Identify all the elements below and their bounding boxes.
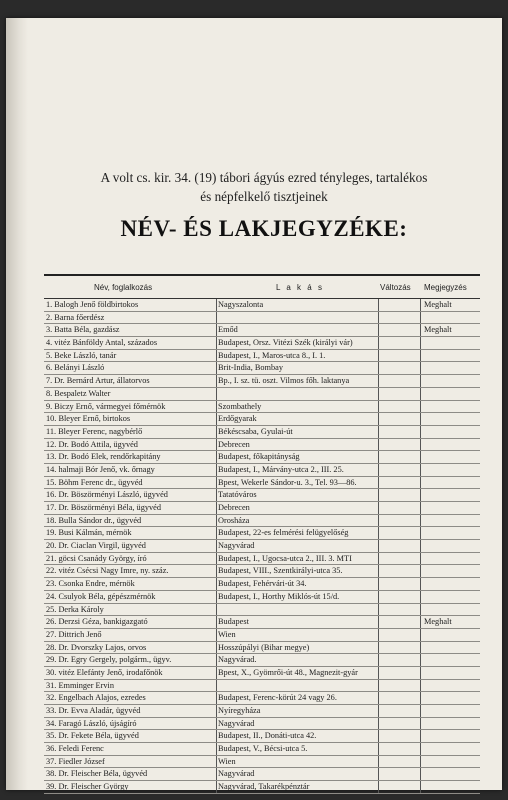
- row-note: Meghalt: [424, 325, 452, 335]
- row-name: 37. Fiedler József: [46, 756, 105, 766]
- column-header-name: Név, foglalkozás: [94, 283, 153, 292]
- row-address: Debrecen: [218, 439, 250, 449]
- row-address: Budapest, V., Bécsi-utca 5.: [218, 744, 308, 754]
- table-row: [44, 439, 480, 452]
- table-row: [44, 299, 480, 312]
- row-name: 7. Dr. Bernárd Artur, állatorvos: [46, 376, 150, 386]
- row-name: 13. Dr. Bodó Elek, rendőrkapitány: [46, 452, 161, 462]
- row-name: 18. Bulla Sándor dr., ügyvéd: [46, 515, 142, 525]
- table-row: [44, 705, 480, 718]
- table-row: [44, 730, 480, 743]
- table-row: [44, 540, 480, 553]
- row-address: Nagyszalonta: [218, 300, 264, 309]
- row-name: 11. Bleyer Ferenc, nagybérlő: [46, 426, 143, 436]
- row-name: 15. Böhm Ferenc dr., ügyvéd: [46, 477, 143, 487]
- row-address: Nagyvárad: [218, 541, 255, 551]
- table-row: [44, 756, 480, 769]
- column-header-address: L a k á s: [276, 283, 324, 292]
- row-note: Meghalt: [424, 617, 452, 627]
- row-name: 39. Dr. Fleischer György: [46, 782, 129, 792]
- table-row: [44, 616, 480, 629]
- row-address: Brit-India, Bombay: [218, 363, 283, 373]
- row-name: 2. Barna főerdész: [46, 312, 105, 322]
- table-row: [44, 502, 480, 515]
- table-body: [44, 299, 480, 794]
- document-page: [6, 18, 502, 790]
- row-address: Budapest, II., Donáti-utca 42.: [218, 731, 317, 741]
- table-row: [44, 324, 480, 337]
- row-name: 38. Dr. Fleischer Béla, ügyvéd: [46, 769, 148, 779]
- row-address: Wien: [218, 756, 236, 766]
- table-row: [44, 565, 480, 578]
- table-row: [44, 464, 480, 477]
- row-address: Budapest, Ferenc-körút 24 vagy 26.: [218, 693, 337, 703]
- row-address: Emőd: [218, 325, 238, 335]
- row-address: Hosszúpályi (Bihar megye): [218, 642, 310, 652]
- table-row: [44, 692, 480, 705]
- row-name: 8. Bespaletz Walter: [46, 388, 111, 398]
- row-name: 28. Dr. Dvorszky Lajos, orvos: [46, 642, 147, 652]
- row-name: 10. Bleyer Ernő, birtokos: [46, 414, 131, 424]
- table-row: [44, 680, 480, 693]
- row-address: Nagyvárad: [218, 769, 255, 779]
- table-row: [44, 401, 480, 414]
- table-row: [44, 718, 480, 731]
- row-address: Budapest, I., Maros-utca 8., I. 1.: [218, 350, 326, 360]
- table-row: [44, 388, 480, 401]
- table-row: [44, 768, 480, 781]
- row-address: Orosháza: [218, 515, 250, 525]
- row-address: Wien: [218, 629, 236, 639]
- row-address: Nagyvárad: [218, 718, 255, 728]
- row-name: 17. Dr. Böszörményi Béla, ügyvéd: [46, 503, 161, 512]
- member-directory-table: [44, 274, 480, 794]
- table-header: [44, 276, 480, 299]
- row-name: 23. Csonka Endre, mérnök: [46, 579, 135, 589]
- table-row: [44, 515, 480, 528]
- row-name: 4. vitéz Bánföldy Antal, százados: [46, 338, 158, 348]
- row-name: 24. Csulyok Béla, gépészmérnök: [46, 591, 156, 601]
- row-name: 22. vitéz Csécsi Nagy Imre, ny. száz.: [46, 566, 169, 576]
- row-name: 30. vitéz Elefánty Jenő, irodafőnök: [46, 667, 163, 677]
- row-address: Debrecen: [218, 503, 250, 512]
- row-address: Bp., I. sz. tü. oszt. Vilmos főh. laktanya: [218, 376, 350, 386]
- table-row: [44, 362, 480, 375]
- table-row: [44, 604, 480, 617]
- column-header-note: Megjegyzés: [424, 283, 467, 292]
- row-note: Meghalt: [424, 300, 452, 309]
- row-address: Budapest, 22-es felmérési felügyelőség: [218, 528, 349, 538]
- row-address: Szombathely: [218, 401, 262, 411]
- row-address: Erdőgyarak: [218, 414, 257, 424]
- page-fold-shadow: [6, 18, 28, 790]
- document-heading: [34, 168, 494, 242]
- row-address: Nyíregyháza: [218, 706, 261, 715]
- row-address: Budapest, I., Horthy Miklós-út 15/d.: [218, 591, 340, 601]
- row-name: 16. Dr. Böszörményi László, ügyvéd: [46, 490, 168, 500]
- table-row: [44, 654, 480, 667]
- row-address: Budapest, főkapitányság: [218, 452, 300, 462]
- row-name: 14. halmaji Bór Jenő, vk. őrnagy: [46, 464, 155, 474]
- table-row: [44, 743, 480, 756]
- heading-line-2: és népfelkelő tisztjeinek: [200, 189, 328, 204]
- table-row: [44, 413, 480, 426]
- row-name: 1. Balogh Jenő földbirtokos: [46, 300, 139, 309]
- row-address: Budapest: [218, 617, 249, 627]
- table-row: [44, 553, 480, 566]
- row-name: 26. Derzsi Géza, bankigazgató: [46, 617, 148, 627]
- table-row: [44, 489, 480, 502]
- row-name: 21. göcsi Csanády György, író: [46, 553, 147, 563]
- row-name: 25. Derka Károly: [46, 604, 104, 614]
- row-name: 34. Faragó László, újságíró: [46, 718, 137, 728]
- table-row: [44, 426, 480, 439]
- row-address: Tatatóváros: [218, 490, 257, 500]
- table-row: [44, 629, 480, 642]
- table-row: [44, 451, 480, 464]
- document-title: NÉV- ÉS LAKJEGYZÉKE:: [120, 216, 408, 241]
- row-name: 35. Dr. Fekete Béla, ügyvéd: [46, 731, 139, 741]
- row-address: Budapest, Orsz. Vitézi Szék (királyi vár): [218, 338, 353, 348]
- row-name: 6. Belányi László: [46, 363, 105, 373]
- row-name: 9. Biczy Ernő, vármegyei főmérnök: [46, 401, 166, 411]
- row-address: Békéscsaba, Gyulai-út: [218, 426, 293, 436]
- row-name: 29. Dr. Egry Gergely, polgárm., ügyv.: [46, 655, 172, 665]
- table-row: [44, 350, 480, 363]
- row-name: 32. Engelbach Alajos, ezredes: [46, 693, 146, 703]
- row-name: 33. Dr. Evva Aladár, ügyvéd: [46, 706, 141, 715]
- row-address: Nagyvárad.: [218, 655, 257, 665]
- table-row: [44, 375, 480, 388]
- table-row: [44, 667, 480, 680]
- row-address: Budapest, I., Ugocsa-utca 2., III. 3. MTI: [218, 553, 352, 563]
- column-header-change: Változás: [380, 283, 411, 292]
- table-row: [44, 642, 480, 655]
- row-name: 12. Dr. Bodó Attila, ügyvéd: [46, 439, 138, 449]
- table-row: [44, 578, 480, 591]
- row-name: 19. Busi Kálmán, mérnök: [46, 528, 132, 538]
- table-row: [44, 527, 480, 540]
- table-row: [44, 781, 480, 794]
- row-address: Budapest, I., Márvány-utca 2., III. 25.: [218, 464, 344, 474]
- row-address: Nagyvárad, Takarékpénztár: [218, 782, 310, 792]
- row-address: Bpest, Wekerle Sándor-u. 3., Tel. 93—86.: [218, 477, 357, 487]
- row-address: Budapest, VIII., Szentkirályi-utca 35.: [218, 566, 343, 576]
- row-name: 36. Feledi Ferenc: [46, 744, 104, 754]
- row-address: Budapest, Fehérvári-út 34.: [218, 579, 307, 589]
- row-name: 5. Beke László, tanár: [46, 350, 117, 360]
- row-address: Bpest, X., Gyömrői-út 48., Magnezit-gyár: [218, 667, 358, 677]
- row-name: 31. Emminger Ervin: [46, 680, 114, 690]
- heading-line-1: A volt cs. kir. 34. (19) tábori ágyús ezred tényleges, tartalékos: [100, 170, 428, 185]
- table-row: [44, 591, 480, 604]
- row-name: 20. Dr. Ciaclan Virgil, ügyvéd: [46, 541, 146, 551]
- table-row: [44, 477, 480, 490]
- row-name: 3. Batta Béla, gazdász: [46, 325, 120, 335]
- table-row: [44, 312, 480, 325]
- table-row: [44, 337, 480, 350]
- row-name: 27. Dittrich Jenő: [46, 629, 102, 639]
